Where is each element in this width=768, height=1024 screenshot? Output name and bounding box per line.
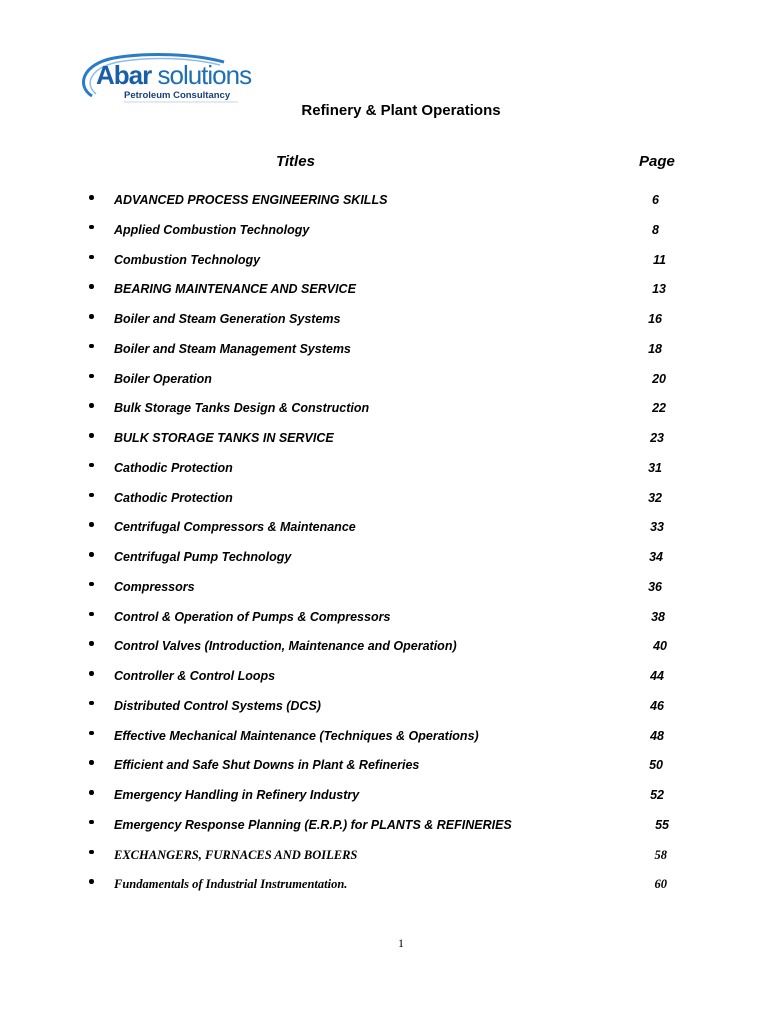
toc-title: Combustion Technology <box>114 252 261 267</box>
toc-title: Control & Operation of Pumps & Compressors <box>114 609 391 624</box>
toc-row <box>0 751 768 781</box>
toc-row <box>0 573 768 603</box>
bullet-icon <box>89 195 94 200</box>
toc-page: 8 <box>652 222 659 237</box>
toc-title: BULK STORAGE TANKS IN SERVICE <box>114 431 334 445</box>
toc-row <box>0 870 768 900</box>
toc-row <box>0 692 768 722</box>
toc-page: 36 <box>648 579 662 594</box>
toc-page: 33 <box>650 520 664 535</box>
toc-page: 38 <box>651 609 665 624</box>
bullet-icon <box>89 760 94 765</box>
bullet-icon <box>89 701 94 706</box>
toc-title: Boiler and Steam Management Systems <box>114 341 351 356</box>
toc-title: Fundamentals of Industrial Instrumentation. <box>114 877 348 892</box>
toc-row <box>0 662 768 692</box>
bullet-icon <box>89 403 94 408</box>
toc-row <box>0 216 768 246</box>
table-of-contents <box>0 186 768 900</box>
toc-title: Control Valves (Introduction, Maintenance and Operation) <box>114 639 457 654</box>
page-column-header: Page <box>639 153 675 170</box>
bullet-icon <box>89 225 94 230</box>
toc-title: Centrifugal Compressors & Maintenance <box>114 520 356 535</box>
bullet-icon <box>89 641 94 646</box>
toc-row <box>0 722 768 752</box>
toc-title: Controller & Control Loops <box>114 669 276 683</box>
toc-row <box>0 841 768 871</box>
toc-page: 34 <box>649 550 663 564</box>
toc-title: Emergency Handling in Refinery Industry <box>114 788 360 802</box>
toc-page: 6 <box>652 193 659 207</box>
toc-page: 48 <box>650 728 664 743</box>
bullet-icon <box>89 522 94 527</box>
toc-title: Cathodic Protection <box>114 460 233 475</box>
toc-title: BEARING MAINTENANCE AND SERVICE <box>114 282 356 297</box>
toc-page: 60 <box>654 877 667 892</box>
titles-column-header: Titles <box>276 153 315 170</box>
toc-row <box>0 335 768 365</box>
bullet-icon <box>89 344 94 349</box>
bullet-icon <box>89 790 94 795</box>
toc-page: 31 <box>648 460 662 475</box>
toc-title: ADVANCED PROCESS ENGINEERING SKILLS <box>114 193 388 207</box>
toc-page: 46 <box>650 698 664 713</box>
toc-title: Bulk Storage Tanks Design & Construction <box>114 401 370 416</box>
logo-tagline: Petroleum Consultancy <box>124 90 231 101</box>
toc-row <box>0 513 768 543</box>
toc-page: 40 <box>653 639 667 654</box>
bullet-icon <box>89 612 94 617</box>
page-number: 1 <box>398 936 404 950</box>
toc-page: 13 <box>652 282 666 297</box>
toc-page: 22 <box>652 401 666 416</box>
toc-page: 23 <box>650 431 664 445</box>
toc-page: 58 <box>654 847 667 862</box>
toc-row <box>0 811 768 841</box>
toc-row <box>0 394 768 424</box>
toc-page: 44 <box>650 669 664 683</box>
toc-row <box>0 632 768 662</box>
bullet-icon <box>89 552 94 557</box>
toc-row <box>0 424 768 454</box>
toc-page: 52 <box>650 788 664 802</box>
toc-title: Applied Combustion Technology <box>114 222 310 237</box>
bullet-icon <box>89 314 94 319</box>
bullet-icon <box>89 284 94 289</box>
bullet-icon <box>89 731 94 736</box>
bullet-icon <box>89 582 94 587</box>
toc-page: 50 <box>649 758 663 773</box>
toc-title: Cathodic Protection <box>114 490 233 505</box>
toc-row <box>0 603 768 633</box>
toc-page: 32 <box>648 490 662 505</box>
toc-title: Emergency Response Planning (E.R.P.) for PLANTS & REFINERIES <box>114 817 512 832</box>
bullet-icon <box>89 463 94 468</box>
bullet-icon <box>89 879 94 884</box>
bullet-icon <box>89 820 94 825</box>
toc-title: Boiler and Steam Generation Systems <box>114 312 341 326</box>
toc-title: Distributed Control Systems (DCS) <box>114 698 321 713</box>
bullet-icon <box>89 671 94 676</box>
document-title: Refinery & Plant Operations <box>301 102 501 119</box>
toc-row <box>0 305 768 335</box>
toc-page: 16 <box>648 312 662 326</box>
toc-title: Efficient and Safe Shut Downs in Plant & Refineries <box>114 758 420 773</box>
bullet-icon <box>89 493 94 498</box>
toc-page: 20 <box>652 371 666 386</box>
toc-row <box>0 275 768 305</box>
toc-title: Centrifugal Pump Technology <box>114 550 292 564</box>
toc-title: Effective Mechanical Maintenance (Techniques & Operations) <box>114 728 479 743</box>
toc-title: Boiler Operation <box>114 371 212 386</box>
toc-page: 18 <box>648 341 662 356</box>
toc-row <box>0 543 768 573</box>
logo-wordmark: Abar solutions <box>96 60 252 90</box>
toc-title: Compressors <box>114 579 195 594</box>
toc-row <box>0 365 768 395</box>
toc-row <box>0 484 768 514</box>
toc-page: 55 <box>655 817 669 832</box>
toc-row <box>0 454 768 484</box>
bullet-icon <box>89 433 94 438</box>
toc-row <box>0 186 768 216</box>
company-logo <box>74 50 252 106</box>
bullet-icon <box>89 850 94 855</box>
toc-title: EXCHANGERS, FURNACES AND BOILERS <box>114 847 358 862</box>
toc-row <box>0 781 768 811</box>
toc-row <box>0 246 768 276</box>
toc-page: 11 <box>653 252 666 267</box>
bullet-icon <box>89 255 94 260</box>
bullet-icon <box>89 374 94 379</box>
